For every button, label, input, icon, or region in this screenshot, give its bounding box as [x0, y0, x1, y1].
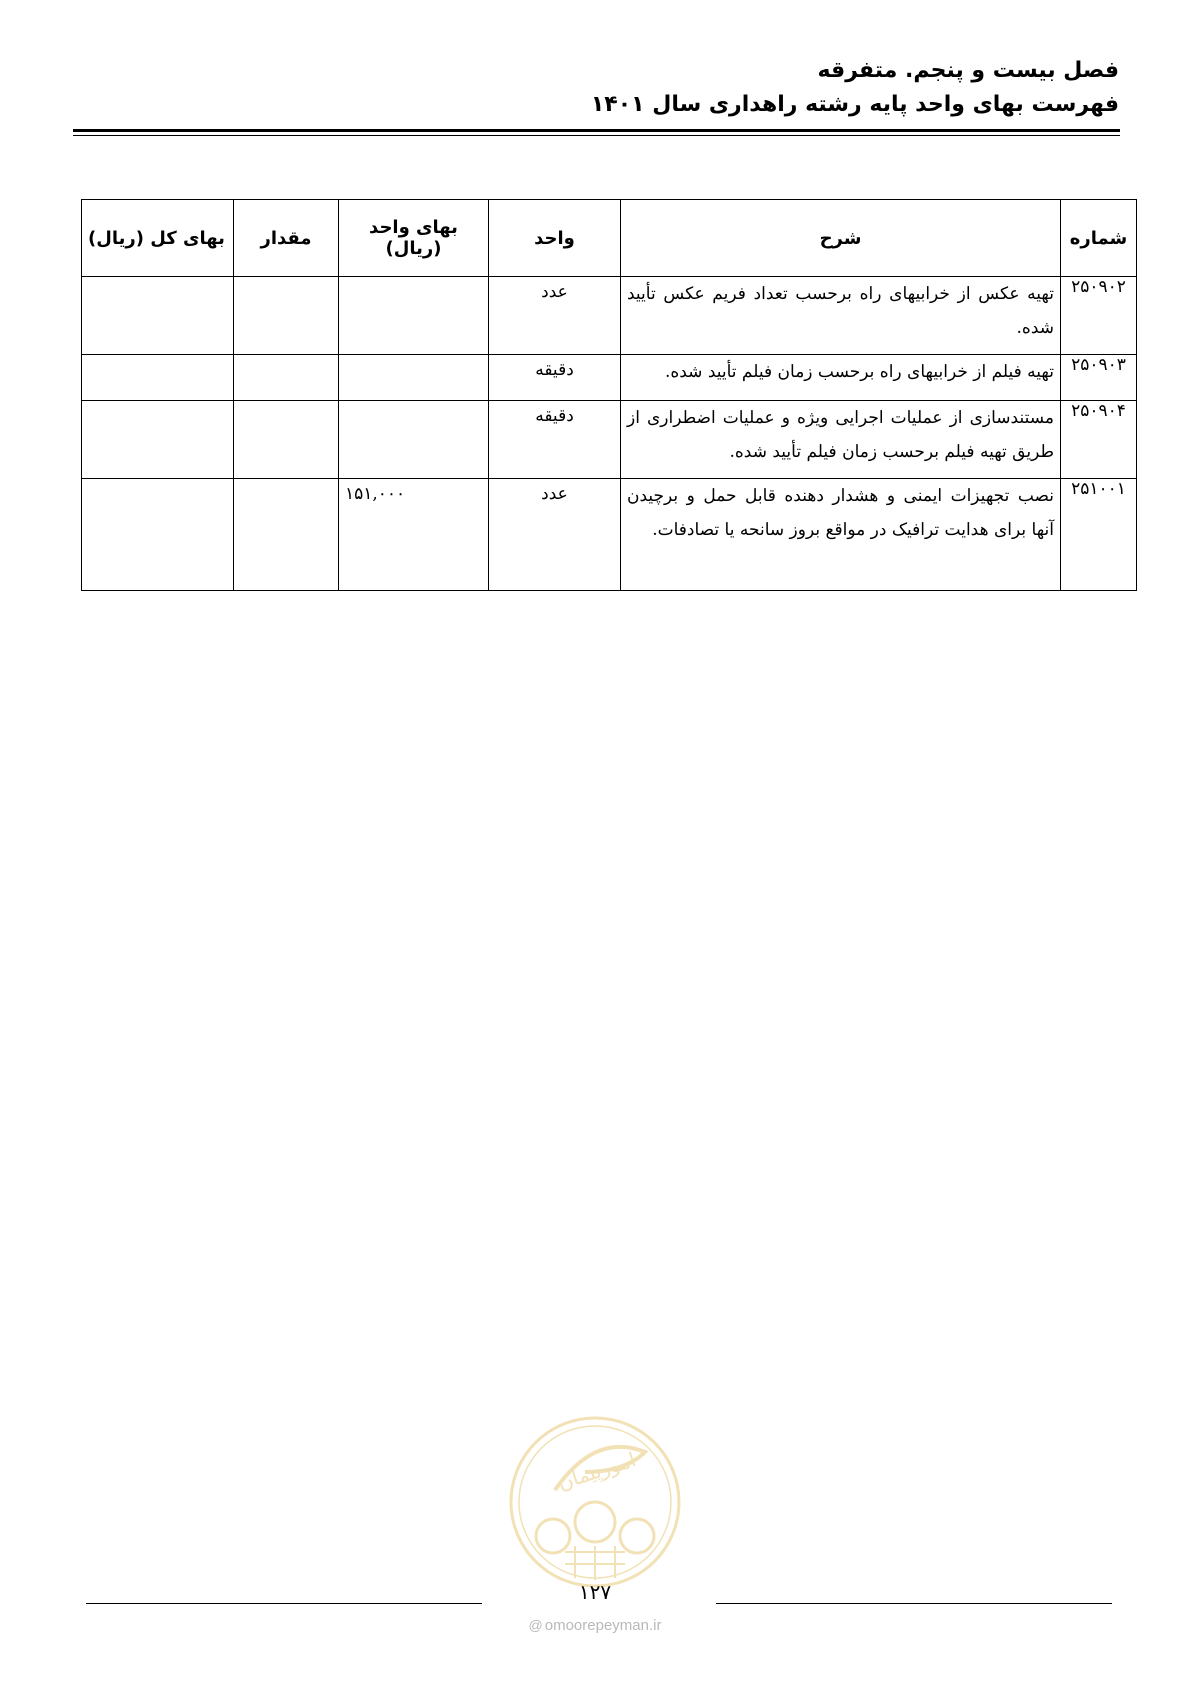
- item-total: [82, 479, 234, 591]
- item-total: [82, 355, 234, 401]
- item-quantity: [234, 401, 339, 479]
- item-quantity: [234, 277, 339, 355]
- watermark-text: امورپیمان: [554, 1447, 639, 1495]
- table-row: [82, 401, 1137, 479]
- item-description: نصب تجهیزات ایمنی و هشدار دهنده قابل حمل و برچیدن آنها برای هدایت ترافیک در مواقع بروز سانحه یا تصادفات.: [621, 479, 1061, 591]
- chapter-title: فصل بیست و پنجم. متفرقه: [817, 58, 1119, 83]
- item-total: [82, 401, 234, 479]
- item-description: تهیه عکس از خرابیهای راه برحسب تعداد فریم عکس تأیید شده.: [621, 277, 1061, 355]
- item-description: تهیه فیلم از خرابیهای راه برحسب زمان فیلم تأیید شده.: [621, 355, 1061, 401]
- header-total-price: بهای کل (ریال): [82, 200, 234, 277]
- item-code: ۲۵۰۹۰۴: [1061, 401, 1137, 479]
- page-header: [591, 54, 1119, 122]
- item-unit-price: [339, 355, 489, 401]
- header-rule-thick: [73, 129, 1120, 132]
- item-quantity: [234, 479, 339, 591]
- header-quantity: مقدار: [234, 200, 339, 277]
- table-header-row: [82, 200, 1137, 277]
- page-number: ۱۲۷: [578, 1580, 612, 1604]
- table-row: [82, 355, 1137, 401]
- item-unit-price: [339, 277, 489, 355]
- item-quantity: [234, 355, 339, 401]
- item-unit: عدد: [489, 277, 621, 355]
- at-icon: @: [528, 1617, 543, 1633]
- item-code: ۲۵۰۹۰۲: [1061, 277, 1137, 355]
- item-unit: دقیقه: [489, 401, 621, 479]
- website-watermark: [515, 1617, 675, 1634]
- watermark-logo: [505, 1412, 685, 1592]
- item-unit-price: ۱۵۱,۰۰۰: [339, 479, 489, 591]
- item-description: مستندسازی از عملیات اجرایی ویژه و عملیات اضطراری از طریق تهیه فیلم برحسب زمان فیلم تأیید شده.: [621, 401, 1061, 479]
- item-unit: عدد: [489, 479, 621, 591]
- header-code: شماره: [1061, 200, 1137, 277]
- table-row: [82, 277, 1137, 355]
- header-unit: واحد: [489, 200, 621, 277]
- table-row: [82, 479, 1137, 591]
- item-unit-price: [339, 401, 489, 479]
- price-list-table: [81, 199, 1137, 591]
- header-rule-thin: [73, 135, 1120, 136]
- header-unit-price: بهای واحد (ریال): [339, 200, 489, 277]
- header-description: شرح: [621, 200, 1061, 277]
- footer-rule-right: [716, 1603, 1112, 1604]
- item-code: ۲۵۱۰۰۱: [1061, 479, 1137, 591]
- footer-rule-left: [86, 1603, 482, 1604]
- item-total: [82, 277, 234, 355]
- document-subtitle: فهرست بهای واحد پایه رشته راهداری سال ۱۴۰۱: [590, 92, 1119, 117]
- item-code: ۲۵۰۹۰۳: [1061, 355, 1137, 401]
- item-unit: دقیقه: [489, 355, 621, 401]
- website-text: omoorepeyman.ir: [544, 1617, 662, 1634]
